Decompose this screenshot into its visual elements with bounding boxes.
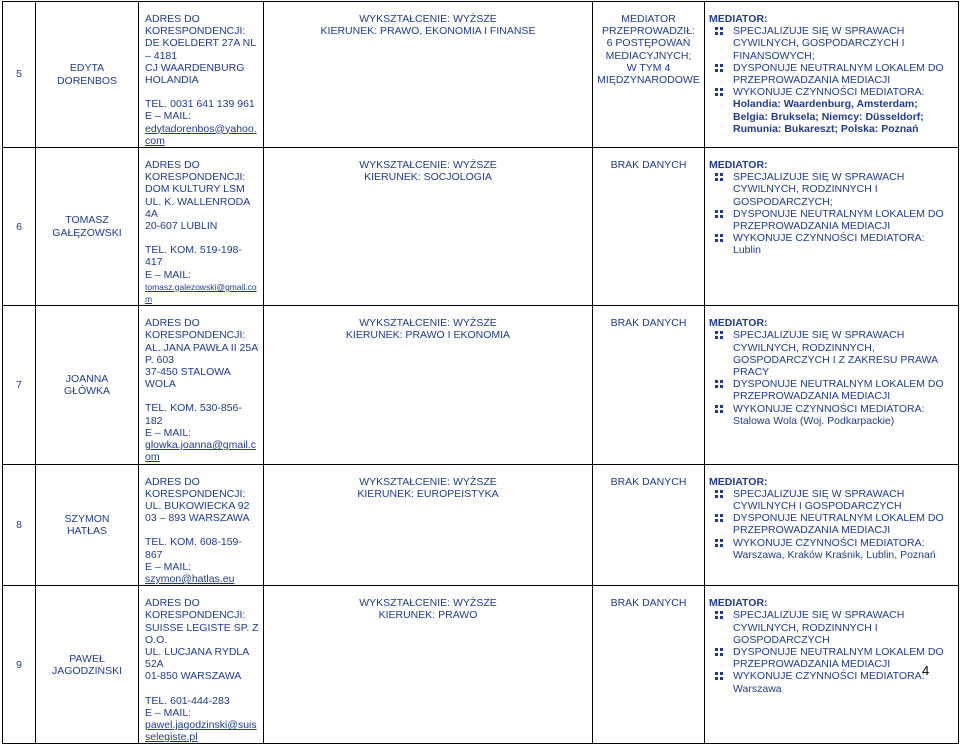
- list-item: SPECJALIZUJE SIĘ W SPRAWACH CYWILNYCH, RODZINNYCH I GOSPODARCZYCH: [709, 609, 954, 646]
- mediator-details-cell: MEDIATOR: SPECJALIZUJE SIĘ W SPRAWACH CYWILNYCH, RODZINNYCH, GOSPODARCZYCH I Z ZAKRESU PRAWA PRACY DYSPONUJE NEUTRALNYM LOKALEM DO PRZEPROWADZANIA MEDIACJI WYKONUJE CZYNNOŚCI MEDIATORA: Stalowa Wola (Woj. Podkarpackie): [705, 306, 959, 464]
- email-link[interactable]: pawel.jagodzinski@suisselegiste.pl: [145, 718, 257, 744]
- page-number: 4: [922, 663, 930, 678]
- email-link[interactable]: edytadorenbos@yahoo.com: [145, 122, 257, 147]
- row-number: 9: [3, 586, 36, 744]
- mediator-name: SZYMON HATŁAS: [36, 464, 139, 586]
- experience-cell: BRAK DANYCH: [593, 586, 705, 744]
- bullet-icon: [715, 672, 723, 680]
- task-list: [709, 488, 954, 549]
- bullet-icon: [715, 210, 723, 218]
- service-areas: Holandia: Waardenburg, Amsterdam; Belgia: Bruksela; Niemcy: Düsseldorf; Rumunia: Bukareszt; Polska: Poznań: [733, 98, 924, 135]
- bullet-icon: [715, 64, 723, 72]
- row-number: 6: [3, 148, 36, 306]
- email-link[interactable]: glowka.joanna@gmail.com: [145, 439, 257, 464]
- table-row: [3, 148, 959, 306]
- phone: TEL. KOM. 608-159-867: [145, 536, 242, 561]
- phone: TEL. 0031 641 139 961: [145, 98, 255, 111]
- bullet-icon: [715, 490, 723, 498]
- experience-cell: MEDIATOR PRZEPROWADZIŁ: 6 POSTĘPOWAŃ MEDIACYJNYCH; W TYM 4 MIĘDZYNARODOWE: [593, 2, 705, 148]
- phone: TEL. KOM. 519-198-417: [145, 244, 242, 269]
- mediator-details-cell: MEDIATOR: SPECJALIZUJE SIĘ W SPRAWACH CYWILNYCH I GOSPODARCZYCH DYSPONUJE NEUTRALNYM LOKALEM DO PRZEPROWADZANIA MEDIACJI WYKONUJE CZYNNOŚCI MEDIATORA: Warszawa, Kraków Kraśnik, Lublin, Poznań: [705, 464, 959, 586]
- education-cell: WYKSZTAŁCENIE: WYŻSZE KIERUNEK: PRAWO, EKONOMIA I FINANSE: [264, 2, 593, 148]
- table-row: [3, 586, 959, 744]
- service-areas: Warszawa, Kraków Kraśnik, Lublin, Poznań: [733, 548, 936, 561]
- row-number: 8: [3, 464, 36, 586]
- bullet-icon: [715, 331, 723, 339]
- bullet-icon: [715, 405, 723, 413]
- bullet-icon: [715, 539, 723, 547]
- education-cell: WYKSZTAŁCENIE: WYŻSZE KIERUNEK: SOCJOLOGIA: [264, 148, 593, 306]
- row-number: 7: [3, 306, 36, 464]
- mediator-details-cell: MEDIATOR: SPECJALIZUJE SIĘ W SPRAWACH CYWILNYCH, RODZINNYCH I GOSPODARCZYCH; DYSPONUJE NEUTRALNYM LOKALEM DO PRZEPROWADZANIA MEDIACJI WYKONUJE CZYNNOŚCI MEDIATORA: Lublin: [705, 148, 959, 306]
- mediator-name: TOMASZ GAŁĘZOWSKI: [36, 148, 139, 306]
- service-areas: Warszawa: [733, 682, 782, 695]
- address-cell: ADRES DO KORESPONDENCJI: DOM KULTURY LSM UL. K. WALLENRODA 4A 20-607 LUBLIN TEL. KOM. 519-198-417 E – MAIL: tomasz.galezowski@gmail.com: [139, 148, 264, 306]
- row-number: 5: [3, 2, 36, 148]
- list-item: DYSPONUJE NEUTRALNYM LOKALEM DO PRZEPROWADZANIA MEDIACJI: [709, 646, 954, 670]
- education-cell: WYKSZTAŁCENIE: WYŻSZE KIERUNEK: EUROPEISTYKA: [264, 464, 593, 586]
- task-list: [709, 25, 954, 98]
- bullet-icon: [715, 514, 723, 522]
- phone: TEL. KOM. 530-856-182: [145, 402, 242, 427]
- table-row: [3, 306, 959, 464]
- table-row: [3, 464, 959, 586]
- list-item: DYSPONUJE NEUTRALNYM LOKALEM DO PRZEPROWADZANIA MEDIACJI: [709, 208, 954, 232]
- task-list: [709, 171, 954, 244]
- task-list: [709, 329, 954, 414]
- phone: TEL. 601-444-283: [145, 694, 230, 707]
- list-item: WYKONUJE CZYNNOŚCI MEDIATORA:: [709, 403, 954, 415]
- bullet-icon: [715, 88, 723, 96]
- mediator-name: EDYTA DORENBOS: [36, 2, 139, 148]
- mediator-details-cell: MEDIATOR: SPECJALIZUJE SIĘ W SPRAWACH CYWILNYCH, GOSPODARCZYCH I FINANSOWYCH; DYSPONUJE NEUTRALNYM LOKALEM DO PRZEPROWADZANIA MEDIACJI WYKONUJE CZYNNOŚCI MEDIATORA: Holandia: Waardenburg, Amsterdam; Belgia: Bruksela; Niemcy: Düsseldorf; Rumunia: Bukareszt; Polska: Poznań: [705, 2, 959, 148]
- experience-cell: BRAK DANYCH: [593, 148, 705, 306]
- bullet-icon: [715, 611, 723, 619]
- bullet-icon: [715, 234, 723, 242]
- address-cell: ADRES DO KORESPONDENCJI: DE KOELDERT 27A NL – 4181 CJ WAARDENBURG HOLANDIA TEL. 0031 641 139 961 E – MAIL: edytadorenbos@yahoo.com: [139, 2, 264, 148]
- table-row: [3, 2, 959, 148]
- list-item: WYKONUJE CZYNNOŚCI MEDIATORA:: [709, 86, 954, 98]
- bullet-icon: [715, 27, 723, 35]
- task-list: [709, 609, 954, 682]
- list-item: SPECJALIZUJE SIĘ W SPRAWACH CYWILNYCH, GOSPODARCZYCH I FINANSOWYCH;: [709, 25, 954, 62]
- list-item: WYKONUJE CZYNNOŚCI MEDIATORA:: [709, 537, 954, 549]
- education-cell: WYKSZTAŁCENIE: WYŻSZE KIERUNEK: PRAWO: [264, 586, 593, 744]
- list-item: WYKONUJE CZYNNOŚCI MEDIATORA:: [709, 232, 954, 244]
- mediator-details-cell: MEDIATOR: SPECJALIZUJE SIĘ W SPRAWACH CYWILNYCH, RODZINNYCH I GOSPODARCZYCH DYSPONUJE NEUTRALNYM LOKALEM DO PRZEPROWADZANIA MEDIACJI WYKONUJE CZYNNOŚCI MEDIATORA: Warszawa: [705, 586, 959, 744]
- list-item: SPECJALIZUJE SIĘ W SPRAWACH CYWILNYCH, RODZINNYCH, GOSPODARCZYCH I Z ZAKRESU PRAWA PRACY: [709, 329, 954, 378]
- address-cell: ADRES DO KORESPONDENCJI: AL. JANA PAWŁA II 25A P. 603 37-450 STALOWA WOLA TEL. KOM. 530-856-182 E – MAIL: glowka.joanna@gmail.com: [139, 306, 264, 464]
- list-item: DYSPONUJE NEUTRALNYM LOKALEM DO PRZEPROWADZANIA MEDIACJI: [709, 378, 954, 402]
- service-areas: Lublin: [733, 244, 762, 257]
- list-item: DYSPONUJE NEUTRALNYM LOKALEM DO PRZEPROWADZANIA MEDIACJI: [709, 62, 954, 86]
- mediator-name: JOANNA GŁÓWKA: [36, 306, 139, 464]
- bullet-icon: [715, 380, 723, 388]
- list-item: WYKONUJE CZYNNOŚCI MEDIATORA:: [709, 670, 954, 682]
- education-cell: WYKSZTAŁCENIE: WYŻSZE KIERUNEK: PRAWO I EKONOMIA: [264, 306, 593, 464]
- bullet-icon: [715, 648, 723, 656]
- list-item: SPECJALIZUJE SIĘ W SPRAWACH CYWILNYCH, RODZINNYCH I GOSPODARCZYCH;: [709, 171, 954, 208]
- email-link[interactable]: tomasz.galezowski@gmail.com: [145, 281, 257, 305]
- service-areas: Stalowa Wola (Woj. Podkarpackie): [733, 414, 895, 427]
- list-item: SPECJALIZUJE SIĘ W SPRAWACH CYWILNYCH I GOSPODARCZYCH: [709, 488, 954, 512]
- mediators-table: [2, 1, 959, 744]
- bullet-icon: [715, 173, 723, 181]
- email-link[interactable]: szymon@hatlas.eu: [145, 572, 235, 585]
- experience-cell: BRAK DANYCH: [593, 306, 705, 464]
- address-cell: ADRES DO KORESPONDENCJI: UL. BUKOWIECKA 92 03 – 893 WARSZAWA TEL. KOM. 608-159-867 E – MAIL: szymon@hatlas.eu: [139, 464, 264, 586]
- list-item: DYSPONUJE NEUTRALNYM LOKALEM DO PRZEPROWADZANIA MEDIACJI: [709, 512, 954, 536]
- mediator-name: PAWEŁ JAGODZIŃSKI: [36, 586, 139, 744]
- address-cell: ADRES DO KORESPONDENCJI: SUISSE LEGISTE SP. Z O.O. UL. LUCJANA RYDLA 52A 01-850 WARSZAWA TEL. 601-444-283 E – MAIL: pawel.jagodzinski@suisselegiste.pl: [139, 586, 264, 744]
- experience-cell: BRAK DANYCH: [593, 464, 705, 586]
